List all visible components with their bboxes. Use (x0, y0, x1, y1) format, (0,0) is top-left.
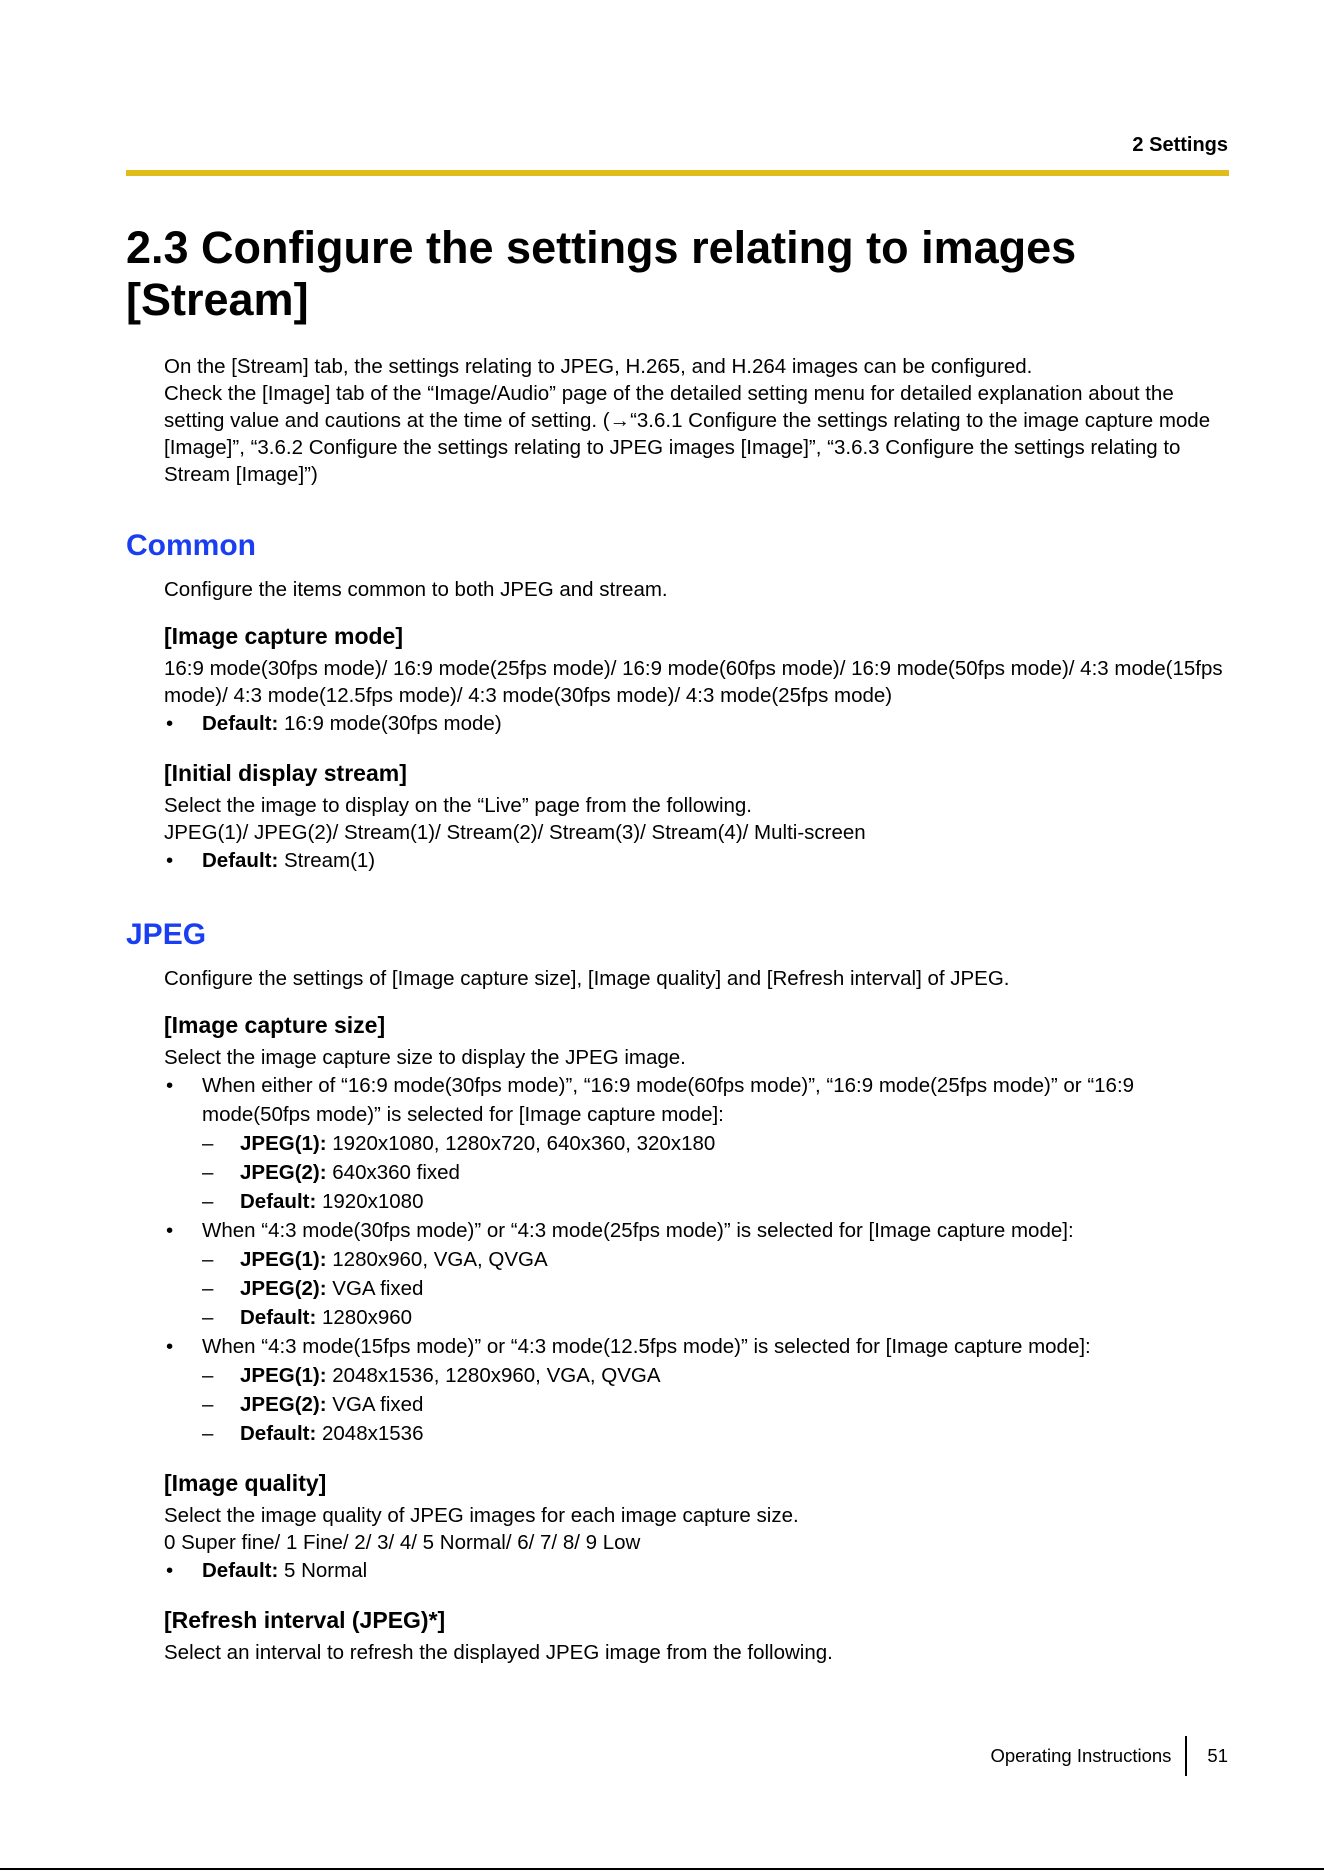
default-item (164, 1556, 1230, 1585)
value-label: Default: (240, 1190, 317, 1213)
case-value-item (202, 1158, 1230, 1187)
value-text: 640x360 fixed (326, 1161, 460, 1184)
case-value-item (202, 1390, 1230, 1419)
value-text: 1280x960 (316, 1306, 413, 1329)
value-text: 1920x1080, 1280x720, 640x360, 320x180 (326, 1132, 716, 1155)
case-values (202, 1245, 1230, 1332)
section-header-label: 2 Settings (1132, 134, 1228, 156)
value-label: Default: (240, 1422, 317, 1445)
page-number: 51 (1207, 1745, 1228, 1766)
setting-heading: [Image quality] (164, 1470, 327, 1496)
case-item (164, 1216, 1230, 1332)
value-label: JPEG(2): (240, 1161, 327, 1184)
default-label: Default: (202, 712, 279, 735)
setting-image-capture-mode (164, 621, 1230, 738)
case-item (164, 1332, 1230, 1448)
case-value-item (202, 1187, 1230, 1216)
setting-image-capture-size (164, 1010, 1230, 1448)
setting-description: Select the image capture size to display the JPEG image. (164, 1046, 686, 1069)
case-item (164, 1071, 1230, 1216)
case-value-item (202, 1419, 1230, 1448)
value-label: JPEG(2): (240, 1393, 327, 1416)
default-list (164, 1556, 1230, 1585)
case-values (202, 1361, 1230, 1448)
value-text: 1920x1080 (316, 1190, 424, 1213)
case-value-item (202, 1129, 1230, 1158)
page-title: 2.3 Configure the settings relating to images [Stream] (126, 222, 1077, 325)
value-label: JPEG(1): (240, 1364, 327, 1387)
section-common (164, 576, 1230, 875)
value-text: 2048x1536, 1280x960, VGA, QVGA (326, 1364, 661, 1387)
default-label: Default: (202, 1559, 279, 1582)
case-value-item (202, 1303, 1230, 1332)
case-condition: When either of “16:9 mode(30fps mode)”, “16:9 mode(60fps mode)”, “16:9 mode(25fps mode)” or “16:9 mode(50fps mode)” is selected for [Image capture mode]: (202, 1074, 1135, 1126)
case-value-item (202, 1245, 1230, 1274)
bottom-edge-line (0, 1868, 1324, 1870)
setting-image-quality (164, 1468, 1230, 1585)
jpeg-description: Configure the settings of [Image capture size], [Image quality] and [Refresh interval] of JPEG. (164, 967, 1010, 990)
default-list (164, 709, 1230, 738)
intro-line-2: Check the [Image] tab of the “Image/Audio” page of the detailed setting menu for detailed explanation about the setting value and cautions at the time of setting. (→“3.6.1 Configure the settings relating to the image capture mode [Image]”, “3.6.2 Configure the settings relating to JPEG images [Image]”, “3.6.3 Configure the settings relating to Stream [Image]”) (164, 382, 1211, 486)
main-content (126, 222, 1230, 1666)
capture-size-cases (164, 1071, 1230, 1448)
value-label: JPEG(1): (240, 1132, 327, 1155)
default-item (164, 846, 1230, 875)
case-condition: When “4:3 mode(30fps mode)” or “4:3 mode(25fps mode)” is selected for [Image capture mode]: (202, 1219, 1074, 1242)
value-text: VGA fixed (326, 1393, 424, 1416)
value-text: VGA fixed (326, 1277, 424, 1300)
setting-heading: [Initial display stream] (164, 760, 407, 786)
value-text: 1280x960, VGA, QVGA (326, 1248, 548, 1271)
default-value: Stream(1) (278, 849, 376, 872)
default-item (164, 709, 1230, 738)
header-rule (126, 170, 1229, 176)
value-label: JPEG(2): (240, 1277, 327, 1300)
case-value-item (202, 1361, 1230, 1390)
setting-heading: [Image capture size] (164, 1012, 386, 1038)
common-description: Configure the items common to both JPEG and stream. (164, 578, 668, 601)
intro-line-1: On the [Stream] tab, the settings relating to JPEG, H.265, and H.264 images can be configured. (164, 355, 1033, 378)
setting-description: Select the image to display on the “Live” page from the following. (164, 794, 752, 817)
setting-options: 0 Super fine/ 1 Fine/ 2/ 3/ 4/ 5 Normal/ 6/ 7/ 8/ 9 Low (164, 1531, 641, 1554)
intro (164, 353, 1230, 488)
value-text: 2048x1536 (316, 1422, 424, 1445)
value-label: Default: (240, 1306, 317, 1329)
setting-description: Select the image quality of JPEG images for each image capture size. (164, 1504, 799, 1527)
setting-options: 16:9 mode(30fps mode)/ 16:9 mode(25fps mode)/ 16:9 mode(60fps mode)/ 16:9 mode(50fps mode)/ 4:3 mode(15fps mode)/ 4:3 mode(12.5fps mode)/ 4:3 mode(30fps mode)/ 4:3 mode(25fps mode) (164, 657, 1223, 707)
default-list (164, 846, 1230, 875)
section-heading-jpeg: JPEG (126, 918, 207, 951)
setting-heading: [Image capture mode] (164, 623, 403, 649)
footer-doc-title: Operating Instructions (990, 1745, 1172, 1766)
page-footer (990, 1736, 1228, 1776)
section-heading-common: Common (126, 529, 256, 562)
setting-initial-display-stream (164, 758, 1230, 875)
setting-refresh-interval (164, 1605, 1230, 1666)
setting-heading: [Refresh interval (JPEG)*] (164, 1607, 446, 1633)
setting-options: JPEG(1)/ JPEG(2)/ Stream(1)/ Stream(2)/ Stream(3)/ Stream(4)/ Multi-screen (164, 821, 866, 844)
default-value: 5 Normal (278, 1559, 368, 1582)
value-label: JPEG(1): (240, 1248, 327, 1271)
case-values (202, 1129, 1230, 1216)
case-condition: When “4:3 mode(15fps mode)” or “4:3 mode(12.5fps mode)” is selected for [Image capture mode]: (202, 1335, 1091, 1358)
default-label: Default: (202, 849, 279, 872)
default-value: 16:9 mode(30fps mode) (278, 712, 502, 735)
case-value-item (202, 1274, 1230, 1303)
section-jpeg (164, 965, 1230, 1666)
setting-description: Select an interval to refresh the displayed JPEG image from the following. (164, 1641, 833, 1664)
footer-separator (1185, 1736, 1187, 1776)
